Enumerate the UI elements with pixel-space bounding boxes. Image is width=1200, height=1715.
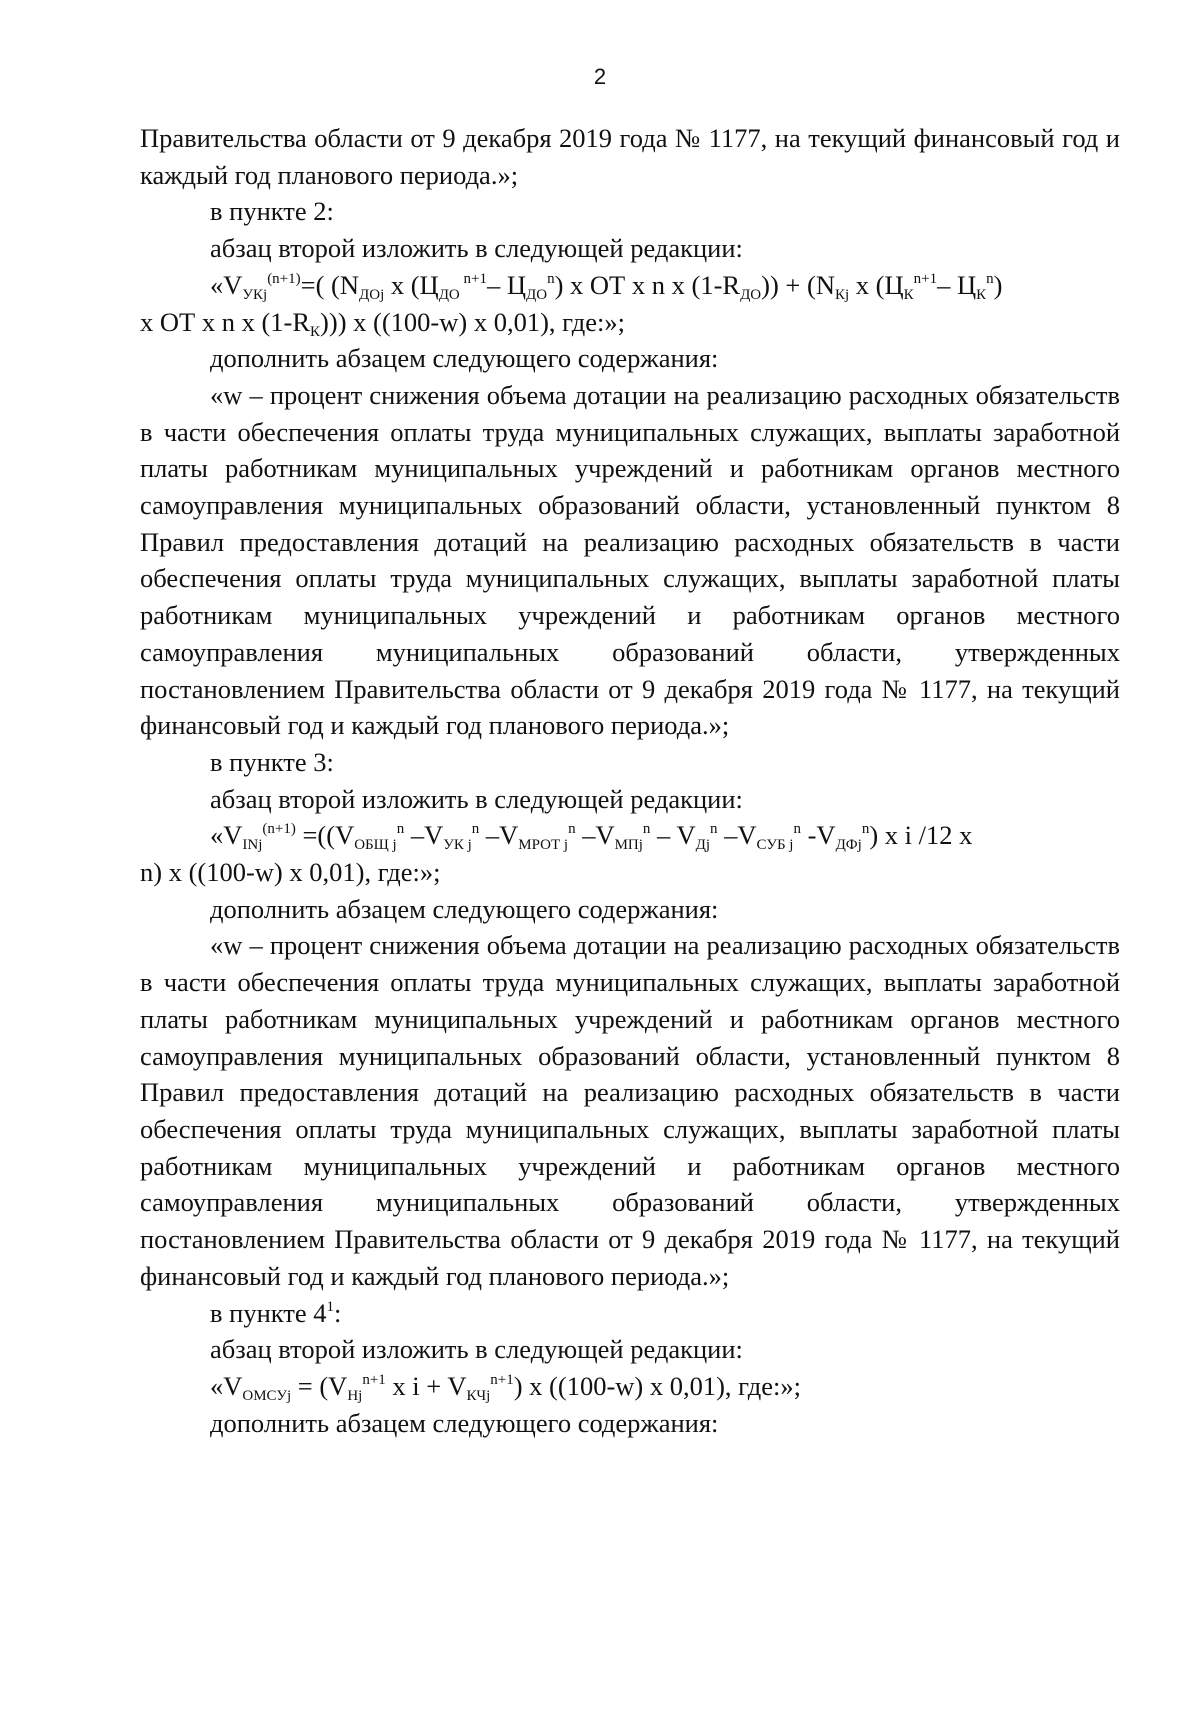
formula-point-4-1: «$V_{ОМСУj} = (V_{Hj}^{n+1}$ х $i + V_{КЧj}^{n+1}$) х ((100-w) х 0,01), где:»; <box>210 1370 801 1404</box>
point-3-heading: в пункте 3: <box>210 746 334 777</box>
point-4-1-instruction: абзац второй изложить в следующей редакции: <box>210 1334 743 1365</box>
document-body <box>140 120 1120 1441</box>
formula-point-2-continuation: х ОТ х n х $(1-R_К)$)) х ((100-w) х 0,01), где:»; <box>140 306 625 340</box>
point-3-add-instruction: дополнить абзацем следующего содержания: <box>210 893 719 924</box>
point-2-add-instruction: дополнить абзацем следующего содержания: <box>210 343 719 374</box>
formula-point-3: «$V_{INj}^{(n+1)} =((V_{ОБЩ j}^n$ $-V_{УК j}^n$ $-V_{МРОТ j}^n$ $-V_{МПj}^n - V_{Дj}^n$ $-V_{СУБ j}^n$ $-V_{ДФj}^n$) х i /12 х <box>210 820 973 854</box>
w-definition-point-3: «w – процент снижения объема дотации на реализацию расходных обязательств в части обеспечения оплаты труда муниципальных служащих, выплаты заработной платы работникам муниципальных учреждений и работникам органов местного самоуправления муниципальных образований области, установленный пунктом 8 Правил предоставления дотаций на реализацию расходных обязательств в части обеспечения оплаты труда муниципальных служащих, выплаты заработной платы работникам муниципальных учреждений и работникам органов местного самоуправления муниципальных образований области, утвержденных постановлением Правительства области от 9 декабря 2019 года № 1177, на текущий финансовый год и каждый год планового периода.»; <box>140 930 1120 1291</box>
point-2-instruction: абзац второй изложить в следующей редакции: <box>210 233 743 264</box>
point-4-1-heading: в пункте $4^1$: <box>210 1297 342 1328</box>
point-2-heading: в пункте 2: <box>210 196 334 227</box>
point-3-instruction: абзац второй изложить в следующей редакции: <box>210 783 743 814</box>
point-4-1-add-instruction: дополнить абзацем следующего содержания: <box>210 1407 719 1438</box>
paragraph-top-continuation: Правительства области от 9 декабря 2019 года № 1177, на текущий финансовый год и каждый год планового периода.»; <box>140 123 1120 190</box>
formula-point-2: «$V_{УКj}^{(n+1)}=$( ($N_{ДОj}$ х ($Ц_{ДО}$ $^{n+1}$– $Ц_{ДО}^n$) х ОТ х n х $(1-R_{ДО})) + (N_{Кj}$ х ($Ц_К^{n+1}-$ $Ц_К^n$) <box>210 269 1003 303</box>
w-definition-point-2: «w – процент снижения объема дотации на реализацию расходных обязательств в части обеспечения оплаты труда муниципальных служащих, выплаты заработной платы работникам муниципальных учреждений и работникам органов местного самоуправления муниципальных образований области, установленный пунктом 8 Правил предоставления дотаций на реализацию расходных обязательств в части обеспечения оплаты труда муниципальных служащих, выплаты заработной платы работникам муниципальных учреждений и работникам органов местного самоуправления муниципальных образований области, утвержденных постановлением Правительства области от 9 декабря 2019 года № 1177, на текущий финансовый год и каждый год планового периода.»; <box>140 379 1120 741</box>
formula-point-3-continuation: n) х ((100-w) х 0,01), где:»; <box>140 857 441 888</box>
page-number: 2 <box>593 64 607 89</box>
